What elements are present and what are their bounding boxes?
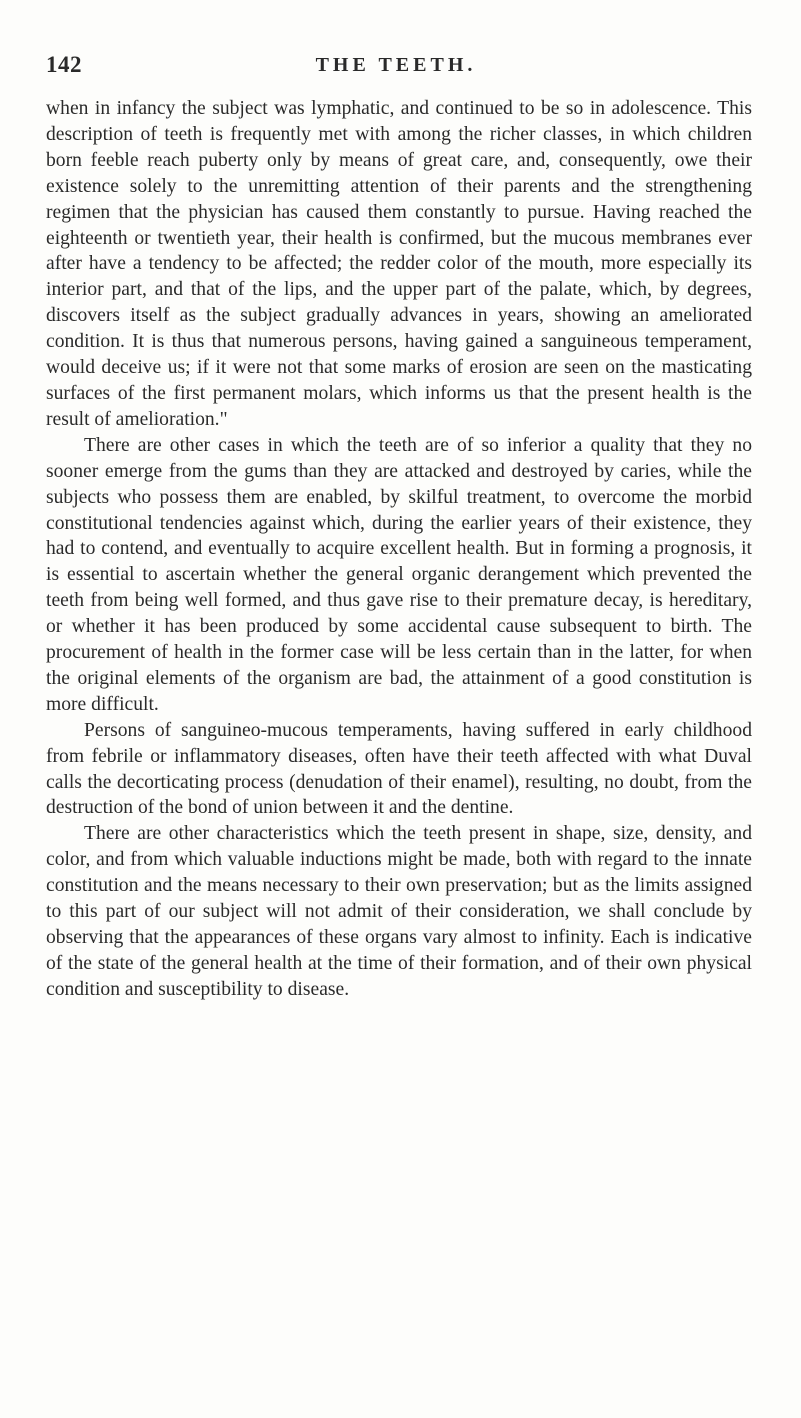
paragraph-sanguineo-mucous: Persons of sanguineo-mucous temperaments, having suffered in early childhood from febrile or inflammatory diseases, often have their teeth affected with what Duval calls the decorticating process (denudation of their enamel), resulting, no doubt, from the destruction of the bond of union between it and the dentine. [46, 719, 752, 819]
paragraph-inferior-teeth: There are other cases in which the teeth are of so inferior a quality that they no sooner emerge from the gums than they are attacked and destroyed by caries, while the subjects who possess them are enabled, by skilful treatment, to overcome the morbid constitutional tendencies against which, during the earlier years of their existence, they had to contend, and eventually to acquire excellent health. But in forming a prognosis, it is essential to ascertain whether the general organic derangement which prevented the teeth from being well formed, and thus gave rise to their premature decay, is hereditary, or whether it has been produced by some accidental cause subsequent to birth. The procurement of health in the former case will be less certain than in the latter, for when the original elements of the organism are bad, the attainment of a good constitution is more difficult. [46, 434, 752, 715]
page-number: 142 [46, 52, 82, 77]
running-head: THE TEETH. [315, 54, 477, 76]
paragraph-continued: when in infancy the subject was lymphatic, and continued to be so in adolescence. This description of teeth is frequently met with among the richer classes, in which children born feeble reach puberty only by means of great care, and, consequently, owe their existence solely to the unremitting attention of their parents and the strengthening regimen that the physician has caused them constantly to pursue. Having reached the eighteenth or twentieth year, their health is confirmed, but the mucous membranes ever after have a tendency to be affected; the redder color of the mouth, more especially its interior part, and that of the lips, and the upper part of the palate, which, by degrees, discovers itself as the subject gradually advances in years, showing an ameliorated condition. It is thus that numerous persons, having gained a sanguineous temperament, would deceive us; if it were not that some marks of erosion are seen on the masticating surfaces of the first permanent molars, which informs us that the present health is the result of amelioration." [46, 98, 752, 430]
paragraph-characteristics: There are other characteristics which the teeth present in shape, size, density, and color, and from which valuable inductions might be made, both with regard to the innate constitution and the means necessary to their own preservation; but as the limits assigned to this part of our subject will not admit of their consideration, we shall conclude by observing that the appearances of these organs vary almost to infinity. Each is indicative of the state of the general health at the time of their formation, and of their own physical condition and susceptibility to disease. [46, 823, 752, 1000]
page-header [46, 52, 746, 84]
body-text [46, 96, 752, 1003]
